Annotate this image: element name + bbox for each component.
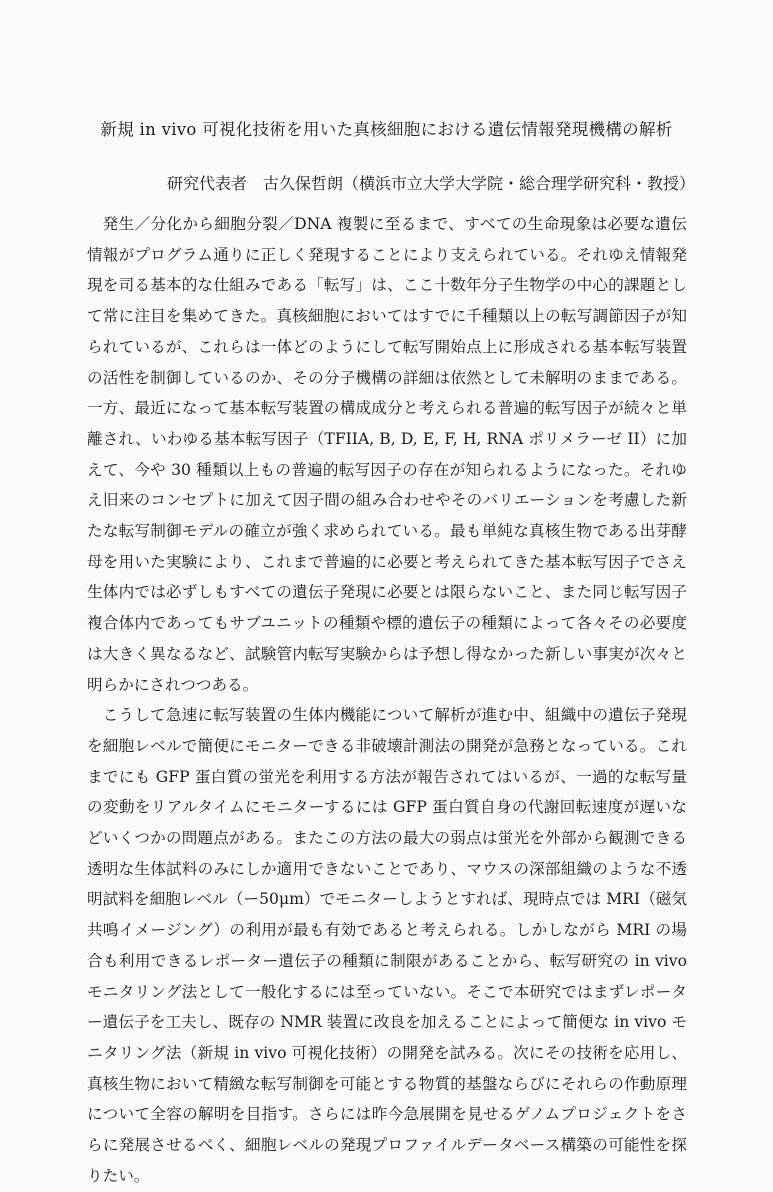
paragraph-1: 発生／分化から細胞分裂／DNA 複製に至るまで、すべての生命現象は必要な遺伝情報がプログラム通りに正しく発現することにより支えられている。それゆえ情報発現を司る基本的な仕組みである「転写」は、ここ十数年分子生物学の中心的課題として常に注目を集めてきた。真核細胞においてはすでに千種類以上の転写調節因子が知られているが、これらは一体どのようにして転写開始点上に形成される基本転写装置の活性を制御しているのか、その分子機構の詳細は依然として未解明のままである。一方、最近になって基本転写装置の構成成分と考えられる普遍的転写因子が続々と単離され、いわゆる基本転写因子（TFIIA, B, D, E, F, H, RNA ポリメラーゼ II）に加えて、今や 30 種類以上もの普遍的転写因子の存在が知られるようになった。それゆえ旧来のコンセプトに加えて因子間の組み合わせやそのバリエーションを考慮した新たな転写制御モデルの確立が強く求められている。最も単純な真核生物である出芽酵母を用いた実験により、これまで普遍的に必要と考えられてきた基本転写因子でさえ生体内では必ずしもすべての遺伝子発現に必要とは限らないこと、また同じ転写因子複合体内であってもサブユニットの種類や標的遺伝子の種類によって各々その必要度は大きく異なるなど、試験管内転写実験からは予想し得なかった新しい事実が次々と明らかにされつつある。 [87, 215, 687, 694]
document-title: 新規 in vivo 可視化技術を用いた真核細胞における遺伝情報発現機構の解析 [100, 120, 673, 139]
document-body [87, 209, 687, 1192]
paragraph-2: こうして急速に転写装置の生体内機能について解析が進む中、組織中の遺伝子発現を細胞レベルで簡便にモニターできる非破壊計測法の開発が急務となっている。これまでにも GFP 蛋白質の蛍光を利用する方法が報告されてはいるが、一過的な転写量の変動をリアルタイムにモニターするには GFP 蛋白質自身の代謝回転速度が遅いなどいくつかの問題点がある。またこの方法の最大の弱点は蛍光を外部から観測できる透明な生体試料のみにしか適用できないことであり、マウスの深部組織のような不透明試料を細胞レベル（ー50μm）でモニターしようとすれば、現時点では MRI（磁気共鳴イメージング）の利用が最も有効であると考えられる。しかしながら MRI の場合も利用できるレポーター遺伝子の種類に制限があることから、転写研究の in vivo モニタリング法として一般化するには至っていない。そこで本研究ではまずレポーター遺伝子を工夫し、既存の NMR 装置に改良を加えることによって簡便な in vivo モニタリング法（新規 in vivo 可視化技術）の開発を試みる。次にその技術を応用し、真核生物において精緻な転写制御を可能とする物質的基盤ならびにそれらの作動原理について全容の解明を目指す。さらには昨今急展開を見せるゲノムプロジェクトをさらに発展させるべく、細胞レベルの発現プロファイルデータベース構築の可能性を探りたい。 [87, 706, 687, 1185]
author-line: 研究代表者 古久保哲朗（横浜市立大学大学院・総合理学研究科・教授） [166, 174, 695, 193]
